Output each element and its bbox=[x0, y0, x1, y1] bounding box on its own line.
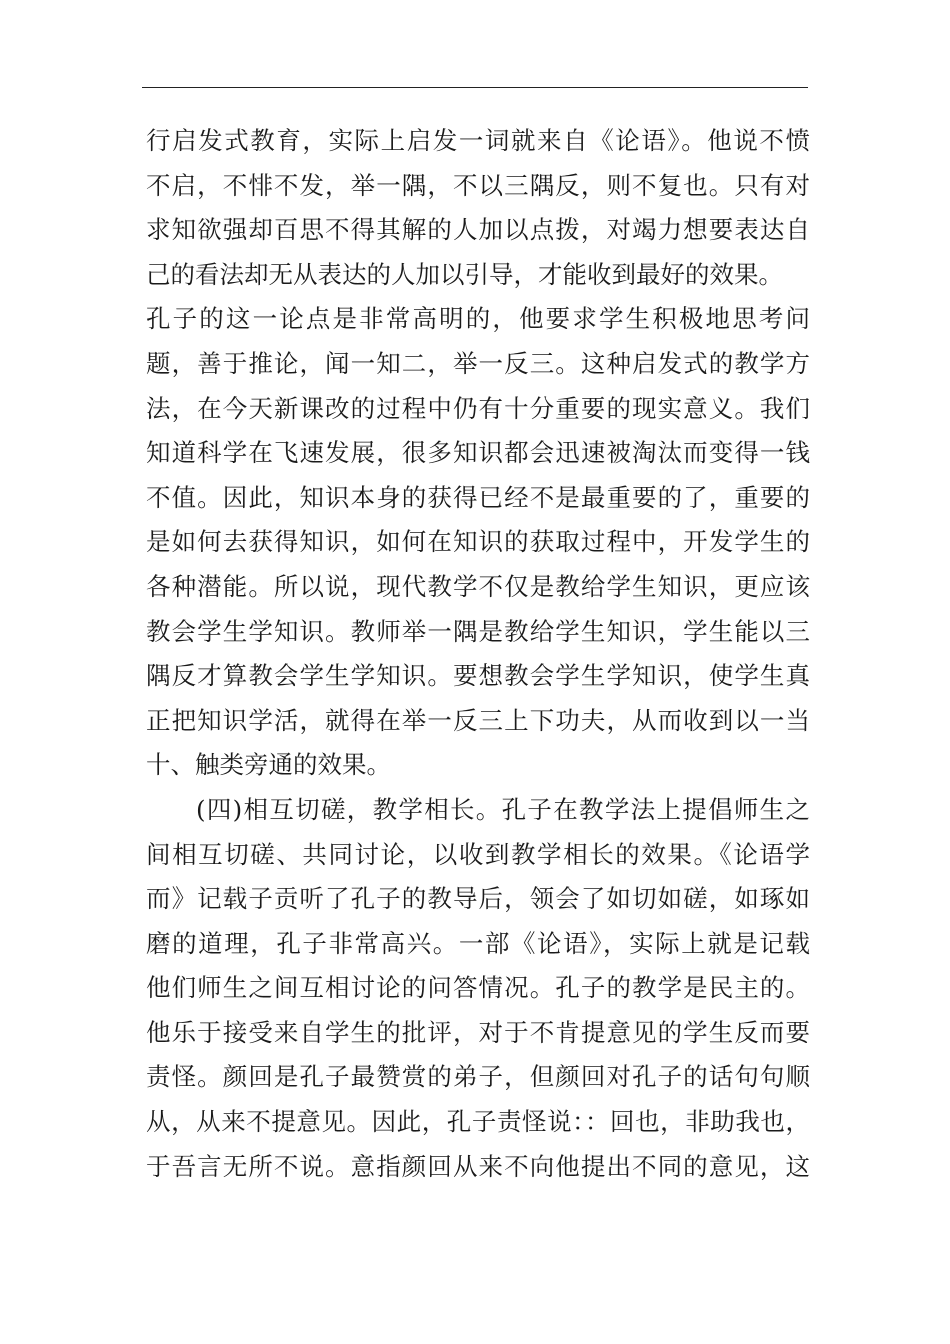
text-line: 十、触类旁通的效果。 bbox=[146, 750, 391, 780]
text-line: 他乐于接受来自学生的批评，对于不肯提意见的学生反而要 bbox=[146, 1017, 810, 1047]
text-line: 而》记载子贡听了孔子的教导后，领会了如切如磋，如琢如 bbox=[146, 884, 810, 914]
text-line: 于吾言无所不说。意指颜回从来不向他提出不同的意见，这 bbox=[146, 1151, 810, 1181]
text-line: 各种潜能。所以说，现代教学不仅是教给学生知识，更应该 bbox=[146, 571, 810, 601]
text-line: 间相互切磋、共同讨论，以收到教学相长的效果。《论语学 bbox=[146, 839, 810, 869]
text-line: 是如何去获得知识，如何在知识的获取过程中，开发学生的 bbox=[146, 527, 810, 557]
text-line: 正把知识学活，就得在举一反三上下功夫，从而收到以一当 bbox=[146, 705, 810, 735]
text-line: 教会学生学知识。教师举一隅是教给学生知识，学生能以三 bbox=[146, 616, 810, 646]
text-line: 法，在今天新课改的过程中仍有十分重要的现实意义。我们 bbox=[146, 393, 810, 423]
header-rule bbox=[142, 87, 808, 88]
text-line: 己的看法却无从表达的人加以引导，才能收到最好的效果。 bbox=[146, 259, 783, 289]
text-line: 磨的道理，孔子非常高兴。一部《论语》，实际上就是记载 bbox=[146, 928, 810, 958]
text-line: 不启，不悱不发，举一隅，不以三隅反，则不复也。只有对 bbox=[146, 170, 810, 200]
text-line: 孔子的这一论点是非常高明的，他要求学生积极地思考问 bbox=[146, 304, 810, 334]
body-text bbox=[146, 119, 810, 1189]
text-line: 隅反才算教会学生学知识。要想教会学生学知识，使学生真 bbox=[146, 661, 810, 691]
text-line: 行启发式教育，实际上启发一词就来自《论语》。他说不愤 bbox=[146, 126, 810, 155]
text-line-indented: (四)相互切磋，教学相长。孔子在教学法上提倡师生之 bbox=[196, 794, 810, 824]
text-line: 求知欲强却百思不得其解的人加以点拨，对竭力想要表达自 bbox=[146, 215, 810, 245]
text-line: 知道科学在飞速发展，很多知识都会迅速被淘汰而变得一钱 bbox=[146, 438, 810, 468]
text-line: 从，从来不提意见。因此，孔子责怪说：：回也，非助我也， bbox=[146, 1107, 810, 1137]
text-line: 题，善于推论，闻一知二，举一反三。这种启发式的教学方 bbox=[146, 348, 810, 378]
text-line: 不值。因此，知识本身的获得已经不是最重要的了，重要的 bbox=[146, 482, 810, 512]
text-line: 他们师生之间互相讨论的问答情况。孔子的教学是民主的。 bbox=[146, 973, 810, 1003]
text-line: 责怪。颜回是孔子最赞赏的弟子，但颜回对孔子的话句句顺 bbox=[146, 1062, 810, 1092]
